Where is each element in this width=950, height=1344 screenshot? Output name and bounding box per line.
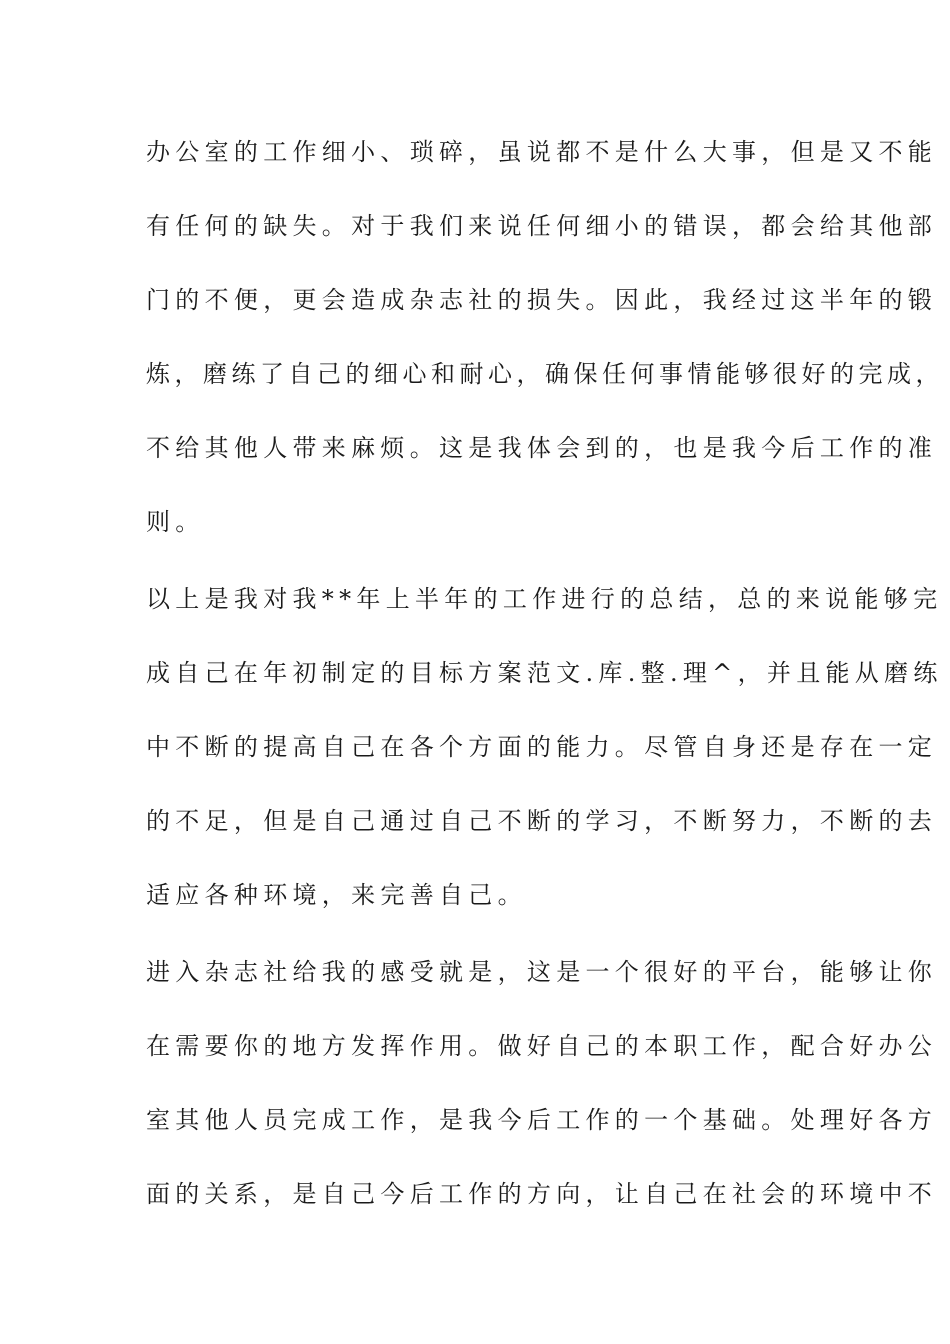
text-line: 办公室的工作细小、琐碎，虽说都不是什么大事，但是又不能 (146, 138, 938, 166)
text-line: 则。 (146, 508, 205, 536)
text-line: 进入杂志社给我的感受就是，这是一个很好的平台，能够让你 (146, 958, 938, 986)
text-line: 以上是我对我**年上半年的工作进行的总结，总的来说能够完 (146, 585, 943, 613)
text-line: 成自己在年初制定的目标方案范文.库.整.理^，并且能从磨练 (146, 659, 943, 687)
text-line: 面的关系，是自己今后工作的方向，让自己在社会的环境中不 (146, 1180, 938, 1208)
text-line: 炼，磨练了自己的细心和耐心，确保任何事情能够很好的完成， (146, 360, 944, 388)
text-line: 的不足，但是自己通过自己不断的学习，不断努力，不断的去 (146, 807, 938, 835)
text-line: 不给其他人带来麻烦。这是我体会到的，也是我今后工作的准 (146, 434, 938, 462)
text-line: 室其他人员完成工作，是我今后工作的一个基础。处理好各方 (146, 1106, 938, 1134)
text-line: 在需要你的地方发挥作用。做好自己的本职工作，配合好办公 (146, 1032, 938, 1060)
text-line: 门的不便，更会造成杂志社的损失。因此，我经过这半年的锻 (146, 286, 938, 314)
text-line: 适应各种环境，来完善自己。 (146, 881, 527, 909)
text-line: 有任何的缺失。对于我们来说任何细小的错误，都会给其他部 (146, 212, 938, 240)
text-line: 中不断的提高自己在各个方面的能力。尽管自身还是存在一定 (146, 733, 938, 761)
